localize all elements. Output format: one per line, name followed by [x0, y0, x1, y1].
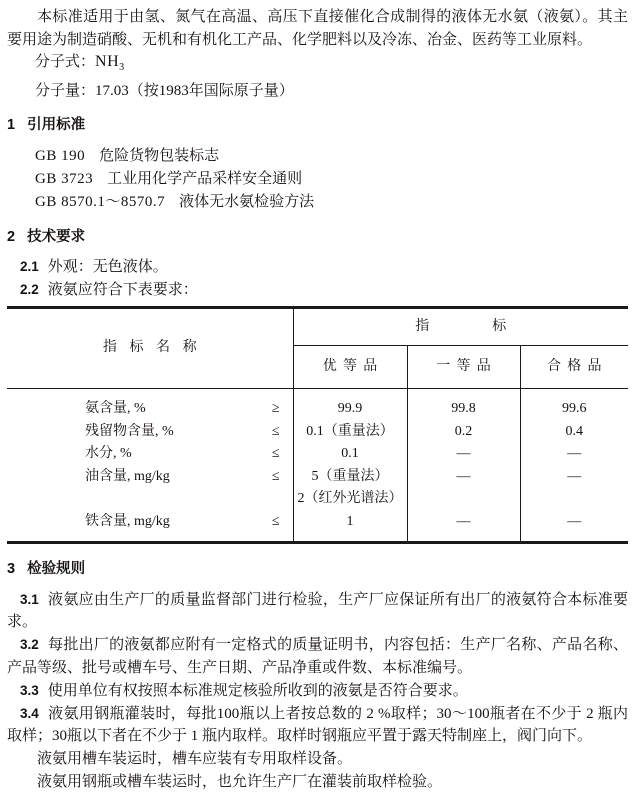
spec-value: 5（重量法） [311, 468, 389, 484]
spec-name: 残留物含量, % [85, 423, 174, 439]
spec-value: — [567, 513, 582, 529]
spec-value: 99.8 [407, 389, 520, 421]
spec-value: — [407, 443, 520, 466]
molecular-formula-line [35, 51, 628, 80]
section-2-heading [7, 226, 628, 249]
header-grade-premium: 优等品 [293, 346, 407, 389]
clause-text: 液氨应符合下表要求： [47, 281, 198, 298]
reference-code: GB 8570.1～8570.7 [35, 193, 166, 210]
spec-symbol: ≤ [271, 423, 280, 439]
header-name-col: 指标名称 [7, 308, 293, 389]
spec-symbol: ≥ [271, 401, 280, 417]
spec-value: — [567, 468, 582, 484]
reference-item [35, 145, 628, 168]
reference-name: 液体无水氨检验方法 [179, 193, 315, 210]
spec-symbol: ≤ [271, 446, 280, 462]
clause-text: 使用单位有权按照本标准规定核验所收到的液氨是否符合要求。 [47, 682, 468, 699]
clause-2-1 [7, 256, 628, 279]
spec-value: 0.1（重量法） [293, 421, 407, 444]
header-grade-qualified: 合格品 [520, 346, 628, 389]
section-3-title: 检验规则 [27, 561, 86, 578]
spec-value: — [567, 446, 582, 462]
spec-name: 水分, % [85, 446, 132, 462]
spec-value: 99.6 [562, 401, 587, 417]
clause-number: 2.2 [20, 281, 39, 297]
table-row [7, 389, 628, 421]
clause-3-4-followup: 液氨用钢瓶或槽车装运时，也允许生产厂在灌装前取样检验。 [37, 773, 443, 790]
spec-name: 油含量, mg/kg [85, 468, 170, 484]
formula-label: 分子式： [35, 54, 96, 70]
spec-value: 99.9 [293, 389, 407, 421]
reference-code: GB 190 [35, 147, 86, 164]
spec-table [7, 306, 628, 544]
header-group: 指标 [293, 308, 628, 346]
clause-text: 液氨用钢瓶灌装时，每批100瓶以上者按总数的 2 %取样；30～100瓶者在不少于 2 瓶内取样；30瓶以下者在不少于 1 瓶内取样。取样时钢瓶应平置于露天特制座上，阀门向下。 [7, 705, 628, 745]
clause-3-3 [7, 680, 628, 703]
table-header-row-1 [7, 308, 628, 346]
section-1-number: 1 [7, 117, 16, 134]
spec-value: 0.4 [565, 423, 583, 439]
reference-name: 工业用化学产品采样安全通则 [107, 170, 303, 187]
clause-3-4 [7, 703, 628, 749]
molecular-weight-line: 分子量：17.03（按1983年国际原子量） [35, 82, 294, 99]
table-row [7, 511, 628, 543]
clause-text: 外观：无色液体。 [47, 259, 168, 276]
table-row [7, 421, 628, 444]
reference-list [35, 145, 628, 214]
clause-number: 3.2 [20, 637, 39, 653]
formula-value: $NH_3$ [95, 53, 125, 74]
reference-item [35, 191, 628, 214]
intro-paragraph: 本标准适用于由氢、氮气在高温、高压下直接催化合成制得的液体无水氨（液氨）。其主要用途为制造硝酸、无机和有机化工产品、化学肥料以及冷冻、冶金、医药等工业原料。 [7, 9, 628, 48]
clause-number: 3.3 [20, 682, 39, 698]
section-1-title: 引用标准 [27, 117, 86, 134]
section-3-number: 3 [7, 561, 16, 578]
clause-3-2 [7, 634, 628, 680]
reference-name: 危险货物包装标志 [99, 147, 220, 164]
reference-item [35, 168, 628, 191]
spec-value: 2（红外光谱法） [297, 491, 403, 507]
spec-value: 0.2 [407, 421, 520, 444]
section-3-heading [7, 558, 628, 581]
section-3 [7, 558, 628, 793]
clause-2-2 [7, 279, 628, 302]
clause-number: 3.1 [20, 591, 39, 607]
section-2-title: 技术要求 [27, 228, 86, 245]
clause-number: 3.4 [20, 705, 39, 721]
section-2-number: 2 [7, 228, 16, 245]
spec-name: 氨含量, % [85, 401, 146, 417]
spec-value: — [456, 468, 471, 484]
spec-value: 0.1 [293, 443, 407, 466]
table-row [7, 466, 628, 511]
spec-value: 1 [293, 511, 407, 543]
spec-symbol: ≤ [271, 513, 280, 529]
clause-number: 2.1 [20, 259, 39, 275]
header-grade-first: 一等品 [407, 346, 520, 389]
spec-symbol: ≤ [271, 468, 280, 484]
table-row [7, 443, 628, 466]
clause-text: 每批出厂的液氨都应附有一定格式的质量证明书，内容包括：生产厂名称、产品名称、产品等级、批号或槽车号、生产日期、产品净重或件数、本标准编号。 [7, 637, 628, 677]
clause-3-4-followup: 液氨用槽车装运时，槽车应装有专用取样设备。 [37, 751, 353, 768]
reference-code: GB 3723 [35, 170, 94, 187]
section-1-heading [7, 114, 628, 137]
clause-3-1 [7, 589, 628, 635]
clause-text: 液氨应由生产厂的质量监督部门进行检验，生产厂应保证所有出厂的液氨符合本标准要求。 [7, 591, 628, 631]
spec-value: — [407, 511, 520, 543]
spec-name: 铁含量, mg/kg [85, 513, 170, 529]
